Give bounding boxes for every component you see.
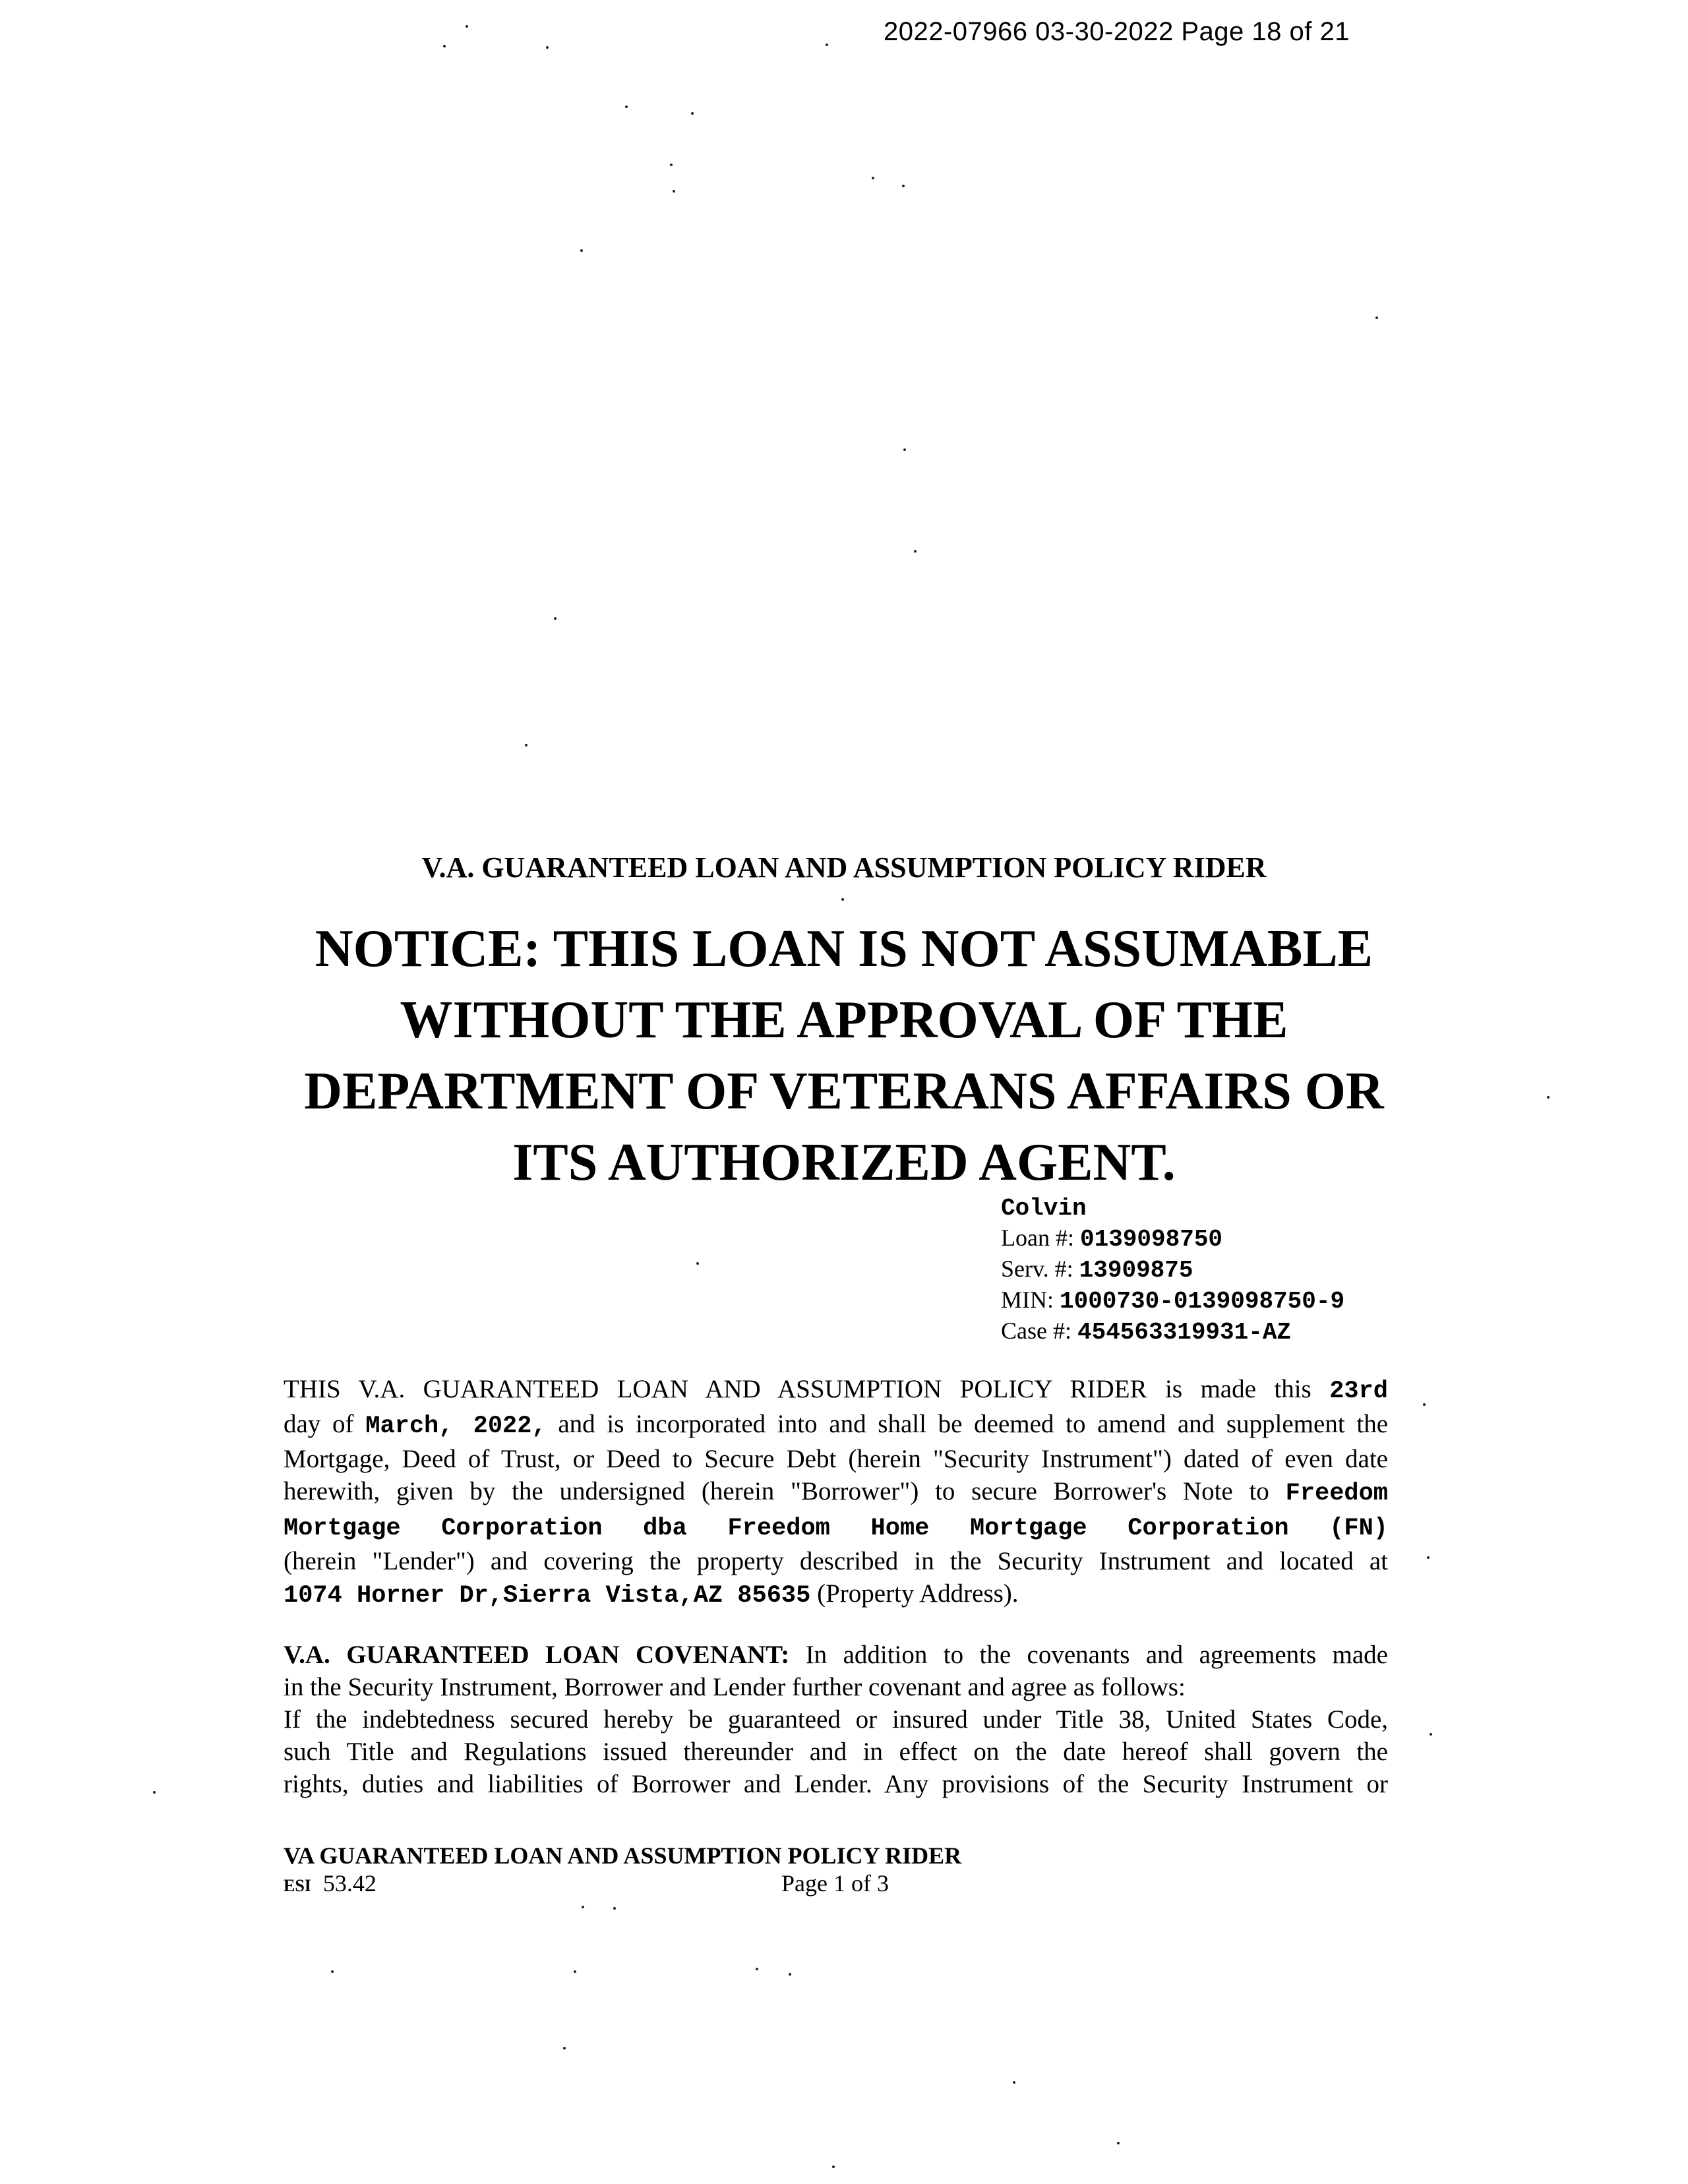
scan-speck [670,164,673,166]
scan-speck [443,45,446,47]
text-run: THIS V.A. GUARANTEED LOAN AND ASSUMPTION POLICY RIDER is made this [284,1375,1311,1403]
text-run: (Property Address). [817,1579,1019,1608]
scan-speck [574,1970,576,1973]
text-run: herewith, given by the undersigned (herein "Borrower") to secure Borrower's Note to [284,1477,1269,1505]
paragraph-line: in the Security Instrument, Borrower and Lender further covenant and agree as follows: [284,1673,1186,1701]
loan-number-row [1001,1223,1344,1254]
rider-intro-paragraph [284,1373,1388,1612]
scan-speck [789,1973,791,1976]
min-row [1001,1285,1344,1316]
paragraph-line [284,1510,1388,1545]
form-number: 53.42 [322,1870,377,1896]
scan-speck [1117,2142,1120,2144]
loan-number: 0139098750 [1079,1226,1223,1253]
scan-speck [466,25,468,28]
borrower-name: Colvin [1001,1195,1087,1222]
scan-speck [1013,2081,1015,2084]
min-number: 1000730-0139098750-9 [1060,1288,1345,1315]
scan-speck [1547,1096,1550,1099]
scan-speck [832,2166,835,2168]
case-number: 454563319931-AZ [1077,1319,1292,1346]
form-mark: ESI [284,1876,311,1895]
text-run: and is incorporated into and shall be deemed to amend and supplement the [558,1410,1389,1438]
notice-line: WITHOUT THE APPROVAL OF THE [400,991,1288,1049]
scan-speck [841,898,844,901]
scan-speck [1423,1403,1426,1406]
scan-speck [331,1970,334,1973]
paragraph-line [284,1577,1388,1612]
case-number-row [1001,1316,1344,1347]
paragraph-line [284,1373,1388,1408]
scan-speck [563,2047,566,2049]
serv-number-row [1001,1254,1344,1285]
scan-speck [756,1968,758,1970]
scan-speck [582,1906,584,1908]
scan-speck [1430,1733,1432,1736]
footer-form-number [284,1869,377,1897]
footer-title: VA GUARANTEED LOAN AND ASSUMPTION POLICY RIDER [284,1842,962,1869]
rider-day: 23rd [1329,1378,1389,1405]
scan-speck [1427,1556,1430,1559]
scan-speck [625,106,628,108]
property-address: 1074 Horner Dr,Sierra Vista,AZ 85635 [284,1582,811,1610]
scan-speck [903,448,906,451]
scan-speck [914,550,917,553]
min-label: MIN: [1001,1287,1054,1313]
paragraph-line: (herein "Lender") and covering the property described in the Security Instrument and located at [284,1547,1388,1575]
paragraph-line: If the indebtedness secured hereby be guaranteed or insured under Title 38, United States Code, [284,1705,1388,1734]
case-number-label: Case #: [1001,1318,1071,1344]
paragraph-line [284,1408,1388,1443]
lender-name-part2: Mortgage Corporation dba Freedom Home Mortgage Corporation (FN) [284,1515,1388,1542]
scan-speck [1375,317,1378,319]
assumption-notice [251,913,1437,1198]
scan-speck [546,46,549,49]
scan-speck [554,617,557,620]
serv-number: 13909875 [1079,1257,1193,1284]
footer-page-number: Page 1 of 3 [781,1870,889,1896]
rider-date: March, 2022, [365,1412,547,1440]
covenant-paragraph [284,1639,1388,1800]
lender-name-part1: Freedom [1285,1480,1389,1507]
paragraph-line: rights, duties and liabilities of Borrower and Lender. Any provisions of the Security Instrument or [284,1770,1388,1798]
rider-title: V.A. GUARANTEED LOAN AND ASSUMPTION POLICY RIDER [421,851,1267,884]
paragraph-line: such Title and Regulations issued thereunder and in effect on the date hereof shall govern the [284,1738,1388,1766]
covenant-heading: V.A. GUARANTEED LOAN COVENANT: [284,1641,790,1669]
paragraph-line [284,1639,1388,1671]
text-run: day of [284,1410,354,1438]
paragraph-line [284,1475,1388,1510]
loan-info-block [1001,1194,1344,1347]
scan-speck [691,112,694,115]
scan-speck [525,744,528,746]
paragraph-line: Mortgage, Deed of Trust, or Deed to Secure Debt (herein "Security Instrument") dated of even date [284,1445,1388,1473]
recording-stamp: 2022-07966 03-30-2022 Page 18 of 21 [884,17,1350,46]
scan-speck [153,1791,156,1794]
loan-number-label: Loan #: [1001,1225,1074,1251]
scan-speck [613,1907,616,1910]
scan-speck [872,177,874,179]
notice-line: ITS AUTHORIZED AGENT. [512,1134,1176,1192]
scan-speck [826,44,828,46]
serv-number-label: Serv. #: [1001,1256,1073,1282]
scan-speck [696,1262,699,1265]
scan-speck [673,190,675,193]
notice-line: DEPARTMENT OF VETERANS AFFAIRS OR [304,1062,1384,1120]
scan-speck [580,249,583,252]
notice-line: NOTICE: THIS LOAN IS NOT ASSUMABLE [315,920,1373,978]
scan-speck [902,185,905,187]
text-run: In addition to the covenants and agreements made [805,1641,1388,1669]
